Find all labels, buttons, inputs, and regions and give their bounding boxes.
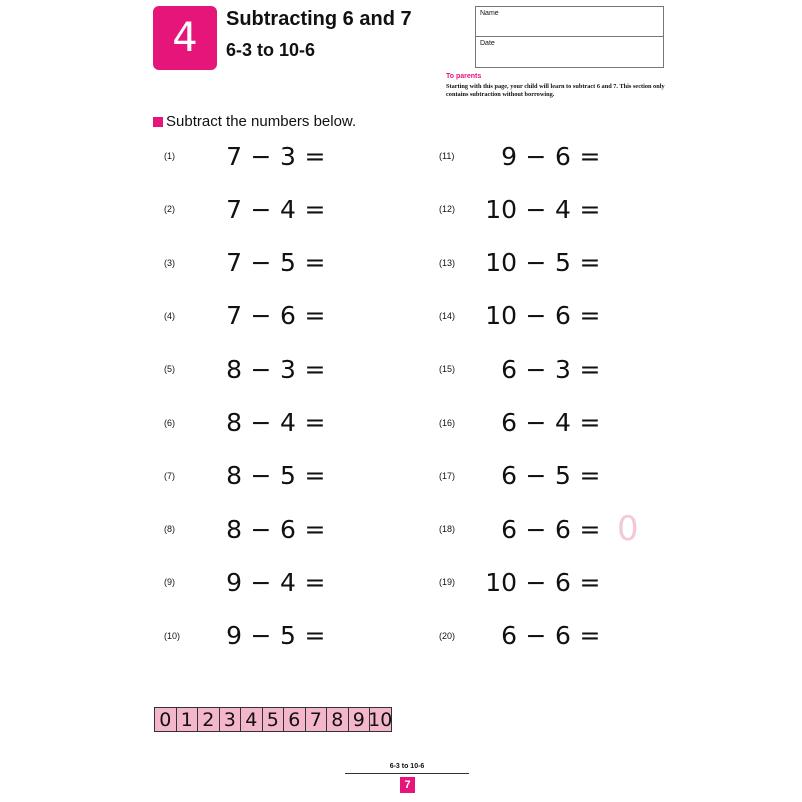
equals-sign: = <box>579 621 601 651</box>
problem-3 <box>164 248 342 278</box>
minuend: 6 <box>501 354 517 384</box>
minuend: 8 <box>226 514 242 544</box>
minuend: 6 <box>501 621 517 651</box>
footer-divider <box>345 773 469 774</box>
problem-expression <box>479 248 609 277</box>
problem-19 <box>439 567 617 597</box>
subtrahend: 5 <box>280 461 296 491</box>
subtrahend: 3 <box>280 354 296 384</box>
unit-number-badge: 4 <box>153 6 217 70</box>
number-line-cell: 7 <box>306 708 328 731</box>
problem-expression <box>479 621 609 650</box>
minus-sign: − <box>525 514 547 544</box>
equals-sign: = <box>579 354 601 384</box>
problem-expression <box>204 142 334 171</box>
problem-number: (20) <box>439 630 456 641</box>
equals-sign: = <box>304 194 326 224</box>
subtrahend: 6 <box>555 301 571 331</box>
minuend: 10 <box>485 194 517 224</box>
problem-11 <box>439 141 617 171</box>
problem-13 <box>439 248 617 278</box>
problem-16 <box>439 408 617 438</box>
problem-number: (10) <box>164 630 181 641</box>
problem-number: (2) <box>164 204 175 215</box>
problem-number: (15) <box>439 364 456 375</box>
minuend: 9 <box>226 567 242 597</box>
subtrahend: 5 <box>280 621 296 651</box>
to-parents-note: Starting with this page, your child will learn to subtract 6 and 7. This section only contains subtraction without borrowing. <box>446 83 665 98</box>
number-line-cell: 2 <box>198 708 220 731</box>
problem-expression <box>479 515 609 544</box>
subtrahend: 5 <box>280 248 296 278</box>
minus-sign: − <box>525 621 547 651</box>
problem-1 <box>164 141 342 171</box>
footer-range: 6-3 to 10-6 <box>389 763 425 770</box>
equals-sign: = <box>579 514 601 544</box>
problem-expression <box>204 461 334 490</box>
problem-number: (11) <box>439 151 455 161</box>
number-line <box>154 707 392 732</box>
problem-18 <box>439 509 639 550</box>
minus-sign: − <box>525 301 547 331</box>
problem-14 <box>439 301 617 331</box>
page-subtitle: 6-3 to 10-6 <box>226 40 316 60</box>
problem-expression <box>479 568 609 597</box>
equals-sign: = <box>579 461 601 491</box>
subtrahend: 6 <box>555 621 571 651</box>
minus-sign: − <box>250 567 272 597</box>
problem-10 <box>164 621 342 651</box>
problem-expression <box>204 195 334 224</box>
problem-number: (14) <box>439 310 456 321</box>
problem-expression <box>479 142 609 171</box>
subtrahend: 6 <box>555 567 571 597</box>
problem-number: (13) <box>439 257 456 268</box>
minus-sign: − <box>525 194 547 224</box>
equals-sign: = <box>579 141 601 171</box>
problem-17 <box>439 461 617 491</box>
minus-sign: − <box>250 461 272 491</box>
subtrahend: 4 <box>555 194 571 224</box>
problem-7 <box>164 461 342 491</box>
minuend: 7 <box>226 141 242 171</box>
minuend: 6 <box>501 408 517 437</box>
number-line-cell: 8 <box>327 708 349 731</box>
minuend: 8 <box>226 354 242 384</box>
minuend: 6 <box>501 461 517 491</box>
number-line-cell: 9 <box>349 708 371 731</box>
page-number: 7 <box>400 777 415 793</box>
minus-sign: − <box>525 248 547 278</box>
subtrahend: 5 <box>555 248 571 278</box>
number-line-cell: 4 <box>241 708 263 731</box>
minus-sign: − <box>250 194 272 224</box>
equals-sign: = <box>304 354 326 384</box>
name-date-box <box>475 6 664 68</box>
to-parents-label: To parents <box>446 73 482 80</box>
number-line-cell: 3 <box>220 708 242 731</box>
number-line-cell: 10 <box>368 708 393 731</box>
number-line-cell: 1 <box>177 708 199 731</box>
problem-4 <box>164 301 342 331</box>
minuend: 9 <box>501 141 517 171</box>
subtrahend: 6 <box>280 514 296 544</box>
minuend: 10 <box>485 301 517 331</box>
minus-sign: − <box>250 621 272 651</box>
problem-expression <box>204 301 334 330</box>
problem-expression <box>479 408 609 437</box>
problem-number: (16) <box>439 417 456 428</box>
subtrahend: 4 <box>280 408 296 437</box>
number-line-cell: 0 <box>155 708 177 731</box>
problem-expression <box>479 195 609 224</box>
minus-sign: − <box>525 408 547 437</box>
problem-number: (18) <box>439 524 456 535</box>
equals-sign: = <box>304 408 326 437</box>
equals-sign: = <box>579 194 601 224</box>
minus-sign: − <box>250 301 272 331</box>
minuend: 7 <box>226 194 242 224</box>
problem-8 <box>164 514 342 544</box>
equals-sign: = <box>304 514 326 544</box>
subtrahend: 3 <box>555 354 571 384</box>
problem-expression <box>479 301 609 330</box>
answer-field[interactable]: 0 <box>617 509 639 550</box>
problem-6 <box>164 408 342 438</box>
equals-sign: = <box>304 567 326 597</box>
name-field[interactable] <box>476 7 663 37</box>
pink-square-icon <box>153 117 163 127</box>
minuend: 8 <box>226 461 242 491</box>
minus-sign: − <box>525 354 547 384</box>
minus-sign: − <box>250 514 272 544</box>
minuend: 7 <box>226 301 242 331</box>
problem-20 <box>439 621 617 651</box>
problem-number: (6) <box>164 417 175 428</box>
problem-number: (19) <box>439 577 456 588</box>
problem-expression <box>204 248 334 277</box>
problem-12 <box>439 194 617 224</box>
problem-number: (8) <box>164 524 175 535</box>
subtrahend: 4 <box>280 567 296 597</box>
instruction <box>153 113 356 130</box>
page-title: Subtracting 6 and 7 <box>226 8 412 30</box>
equals-sign: = <box>304 141 326 171</box>
equals-sign: = <box>579 248 601 278</box>
equals-sign: = <box>304 461 326 491</box>
problem-expression <box>204 408 334 437</box>
subtrahend: 4 <box>280 194 296 224</box>
minuend: 9 <box>226 621 242 651</box>
problem-number: (7) <box>164 470 175 481</box>
equals-sign: = <box>579 408 601 437</box>
problem-5 <box>164 354 342 384</box>
subtrahend: 6 <box>555 514 571 544</box>
problem-15 <box>439 354 617 384</box>
problem-number: (5) <box>164 364 175 375</box>
equals-sign: = <box>579 567 601 597</box>
problem-expression <box>479 355 609 384</box>
problem-number: (4) <box>164 310 175 321</box>
date-field[interactable] <box>476 37 663 67</box>
problem-2 <box>164 194 342 224</box>
minus-sign: − <box>525 141 547 171</box>
subtrahend: 4 <box>555 408 571 437</box>
equals-sign: = <box>304 248 326 278</box>
number-line-cell: 5 <box>263 708 285 731</box>
subtrahend: 6 <box>280 301 296 331</box>
name-label: Name <box>480 10 499 17</box>
equals-sign: = <box>304 621 326 651</box>
minus-sign: − <box>250 408 272 437</box>
problem-number: (9) <box>164 577 175 588</box>
equals-sign: = <box>304 301 326 331</box>
minus-sign: − <box>525 567 547 597</box>
subtrahend: 6 <box>555 141 571 171</box>
problem-number: (3) <box>164 257 175 268</box>
number-line-cell: 6 <box>284 708 306 731</box>
minuend: 8 <box>226 408 242 437</box>
subtrahend: 3 <box>280 141 296 171</box>
minus-sign: − <box>525 461 547 491</box>
minuend: 10 <box>485 248 517 278</box>
problem-expression <box>204 621 334 650</box>
minus-sign: − <box>250 354 272 384</box>
minus-sign: − <box>250 141 272 171</box>
date-label: Date <box>480 40 495 47</box>
minuend: 7 <box>226 248 242 278</box>
problem-number: (17) <box>439 470 456 481</box>
problem-9 <box>164 567 342 597</box>
problem-expression <box>204 515 334 544</box>
problem-number: (12) <box>439 204 456 215</box>
minus-sign: − <box>250 248 272 278</box>
problem-number: (1) <box>164 151 175 161</box>
minuend: 6 <box>501 514 517 544</box>
problem-expression <box>204 568 334 597</box>
problem-expression <box>479 461 609 490</box>
minuend: 10 <box>485 567 517 597</box>
instruction-text: Subtract the numbers below. <box>166 113 357 130</box>
problem-expression <box>204 355 334 384</box>
equals-sign: = <box>579 301 601 331</box>
subtrahend: 5 <box>555 461 571 491</box>
